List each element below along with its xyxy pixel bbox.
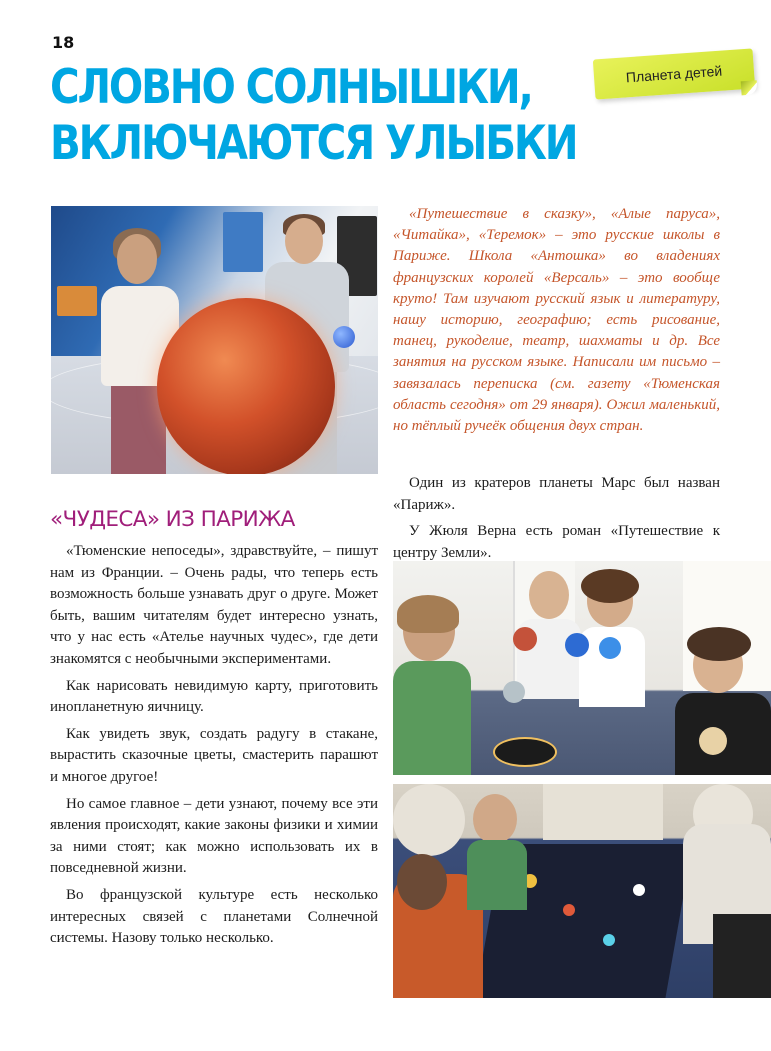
photo-child xyxy=(393,661,471,775)
photo-planet-model xyxy=(699,727,727,755)
photo-mars-globe xyxy=(157,298,335,474)
photo-child xyxy=(397,854,447,910)
photo-radiator xyxy=(543,784,663,840)
photo-children-board-game xyxy=(393,784,771,998)
article-headline xyxy=(50,60,576,172)
photo-planet-model xyxy=(565,633,589,657)
photo-planet-model xyxy=(599,637,621,659)
body-paragraph: Во французской культуре есть несколько интересных связей с планетами Солнечной системы. Назову только несколько. xyxy=(50,886,378,947)
photo-child xyxy=(473,794,517,844)
photo-child xyxy=(581,569,639,603)
photo-girl xyxy=(117,234,157,284)
section-heading: «ЧУДЕСА» ИЗ ПАРИЖА xyxy=(50,507,295,532)
photo-planet-model xyxy=(503,681,525,703)
photo-child xyxy=(397,595,459,633)
photo-children-holding-planets xyxy=(393,561,771,775)
photo-game-piece xyxy=(563,904,575,916)
body-paragraph: Как нарисовать невидимую карту, приготовить инопланетную яичницу. xyxy=(50,677,378,716)
photo-child xyxy=(393,784,465,856)
headline-line-2: ВКЛЮЧАЮТСЯ УЛЫБКИ xyxy=(50,116,577,171)
body-paragraph: Но самое главное – дети узнают, почему все эти явления происходят, какие законы физики и химии за ними стоят; как можно использовать их в повседневной жизни. xyxy=(50,795,378,877)
photo-planet-model xyxy=(513,627,537,651)
body-paragraph: «Тюменские непоседы», здравствуйте, – пишут нам из Франции. – Очень рады, что теперь есть возможность больше узнавать друг о друге. Может быть, вашим читателям будет интересно узнать, что у нас есть «Ателье научных чудес», где дети знакомятся с необычными экспериментами. xyxy=(50,543,378,667)
photo-child xyxy=(687,627,751,661)
page-curl-decoration xyxy=(741,80,758,95)
photo-poster xyxy=(57,286,97,316)
photo-board-disc xyxy=(493,737,557,767)
intro-italic-paragraph: «Путешествие в сказку», «Алые паруса», «Читайка», «Теремок» – это русские школы в Париже. Школа «Антошка» во владениях французских королей «Версаль» – это вообще круто! Там изучают русский язык и литературу, нашу историю, географию; есть рисование, танец, рукоделие, театр, шахматы и др. Все занятия на русском языке. Написали им письмо – завязалась переписка (см. газету «Тюменская область сегодня» от 29 января). Ожил маленький, но тёплый ручеёк общения двух стран. xyxy=(393,206,720,435)
body-paragraph: Как увидеть звук, создать радугу в стакане, вырастить сказочные цветы, смастерить парашют и многое другое! xyxy=(50,725,378,785)
headline-line-1: СЛОВНО СОЛНЫШКИ, xyxy=(50,60,532,115)
photo-game-piece xyxy=(633,884,645,896)
left-text-column xyxy=(50,541,378,955)
rubric-label: Планета детей xyxy=(625,62,723,86)
page-number: 18 xyxy=(52,33,75,52)
intro-italic-column xyxy=(393,204,720,437)
right-text-column xyxy=(393,473,720,569)
photo-boy xyxy=(285,218,323,264)
body-paragraph: У Жюля Верна есть роман «Путешествие к центру Земли». xyxy=(393,523,720,561)
photo-child xyxy=(529,571,569,619)
photo-game-piece xyxy=(603,934,615,946)
body-paragraph: Один из кратеров планеты Марс был назван «Париж». xyxy=(393,475,720,513)
rubric-tag xyxy=(593,48,755,99)
photo-child xyxy=(713,914,771,998)
photo-poster xyxy=(223,212,263,272)
photo-small-planet xyxy=(333,326,355,348)
photo-children-with-planet xyxy=(51,206,378,474)
photo-child xyxy=(467,840,527,910)
